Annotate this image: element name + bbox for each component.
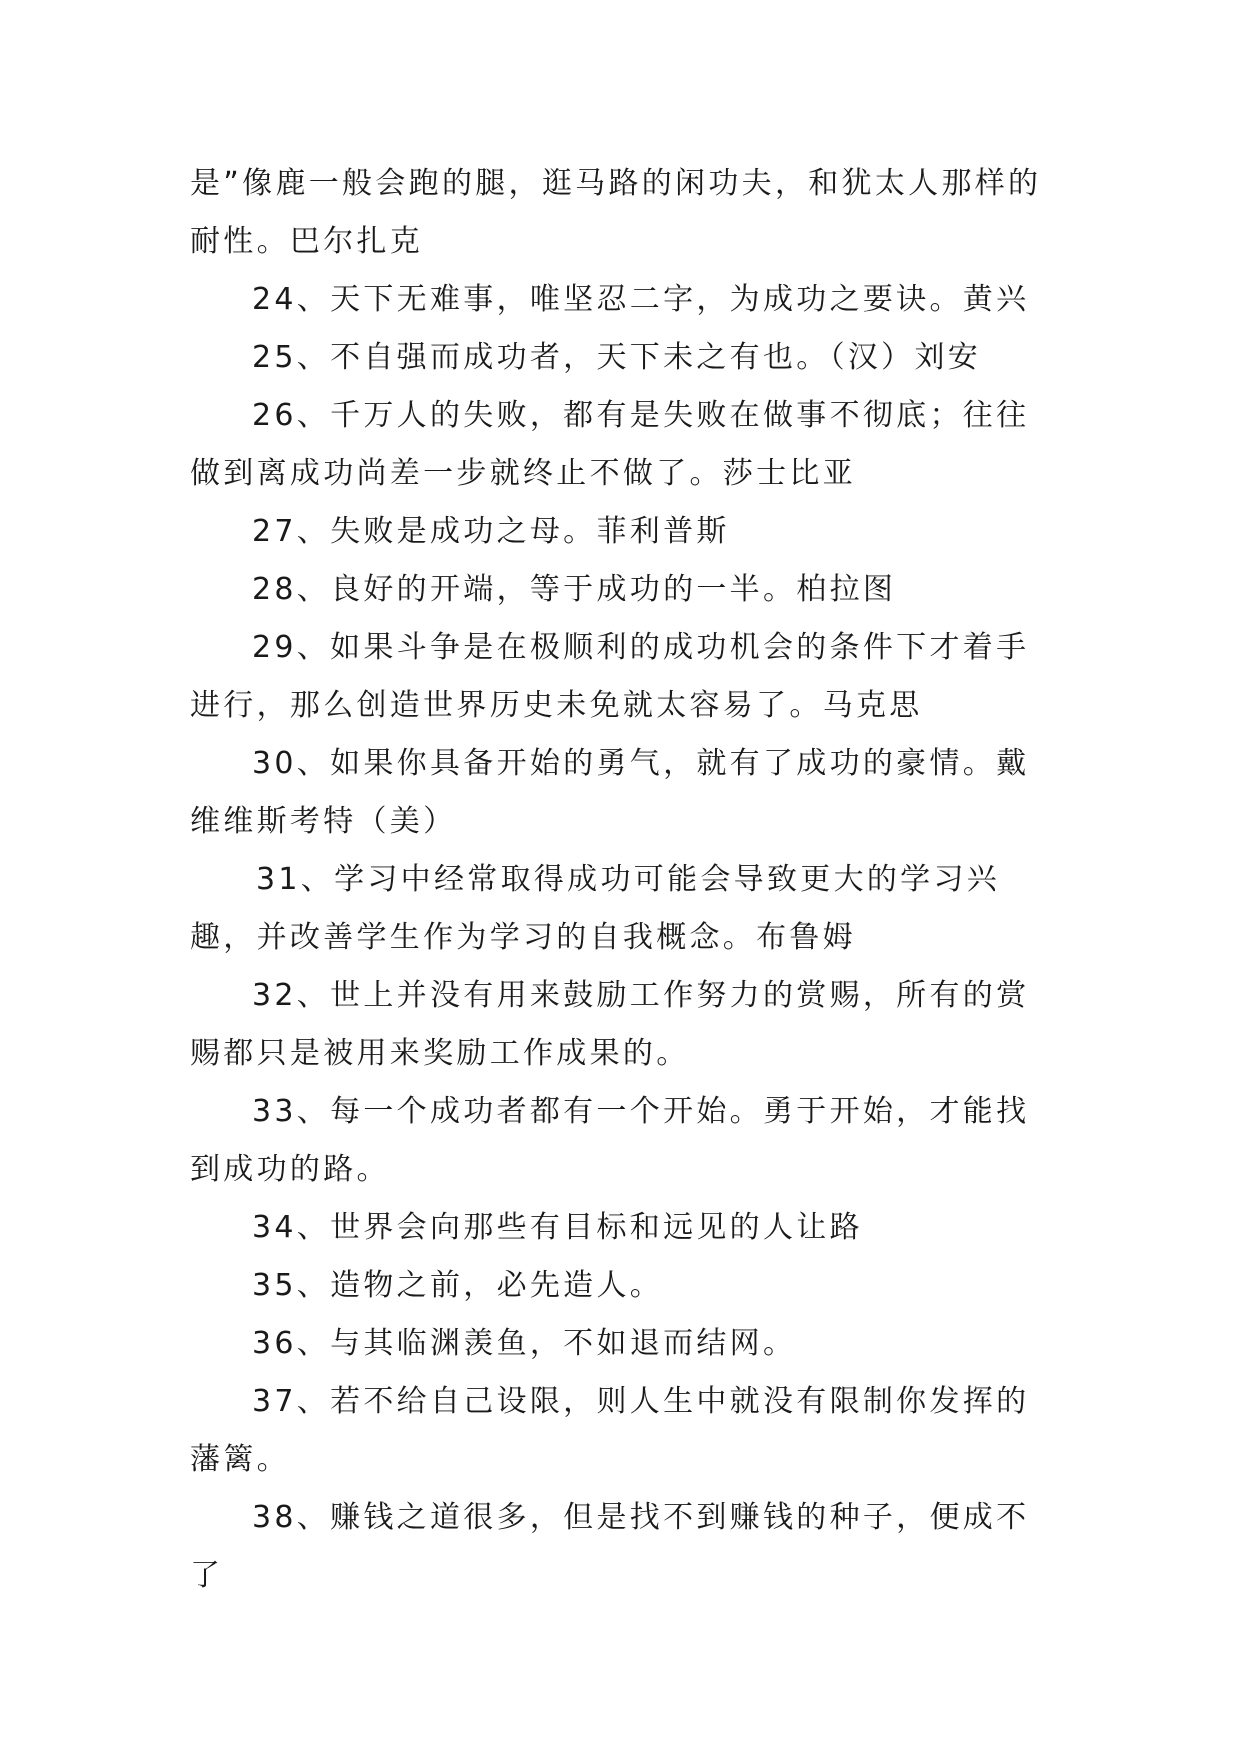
body-text: [190, 155, 1060, 1605]
quote-29: 29、如果斗争是在极顺利的成功机会的条件下才着手进行，那么创造世界历史未免就太容易了。马克思: [190, 630, 1030, 723]
quote-32: 32、世上并没有用来鼓励工作努力的赏赐，所有的赏赐都只是被用来奖励工作成果的。: [190, 978, 1030, 1071]
quote-31: 31、学习中经常取得成功可能会导致更大的学习兴趣，并改善学生作为学习的自我概念。布鲁姆: [190, 862, 1001, 955]
quote-37: 37、若不给自己设限，则人生中就没有限制你发挥的藩篱。: [190, 1384, 1030, 1477]
quote-26: 26、千万人的失败，都有是失败在做事不彻底；往往做到离成功尚差一步就终止不做了。莎士比亚: [190, 398, 1030, 491]
quote-38: 38、赚钱之道很多，但是找不到赚钱的种子，便成不了: [190, 1500, 1030, 1593]
paragraph-continuation: 是”像鹿一般会跑的腿，逛马路的闲功夫，和犹太人那样的耐性。巴尔扎克: [190, 166, 1042, 259]
quote-33: 33、每一个成功者都有一个开始。勇于开始，才能找到成功的路。: [190, 1094, 1030, 1187]
quote-35: 35、造物之前，必先造人。: [252, 1268, 664, 1303]
quote-25: 25、不自强而成功者，天下未之有也。（汉）刘安: [252, 340, 982, 375]
quote-30: 30、如果你具备开始的勇气，就有了成功的豪情。戴维维斯考特（美）: [190, 746, 1030, 839]
quote-34: 34、世界会向那些有目标和远见的人让路: [252, 1210, 863, 1245]
quote-24: 24、天下无难事，唯坚忍二字，为成功之要诀。黄兴: [252, 282, 1030, 317]
quote-36: 36、与其临渊羡鱼，不如退而结网。: [252, 1326, 797, 1361]
quote-28: 28、良好的开端，等于成功的一半。柏拉图: [252, 572, 897, 607]
quote-27: 27、失败是成功之母。菲利普斯: [252, 514, 730, 549]
